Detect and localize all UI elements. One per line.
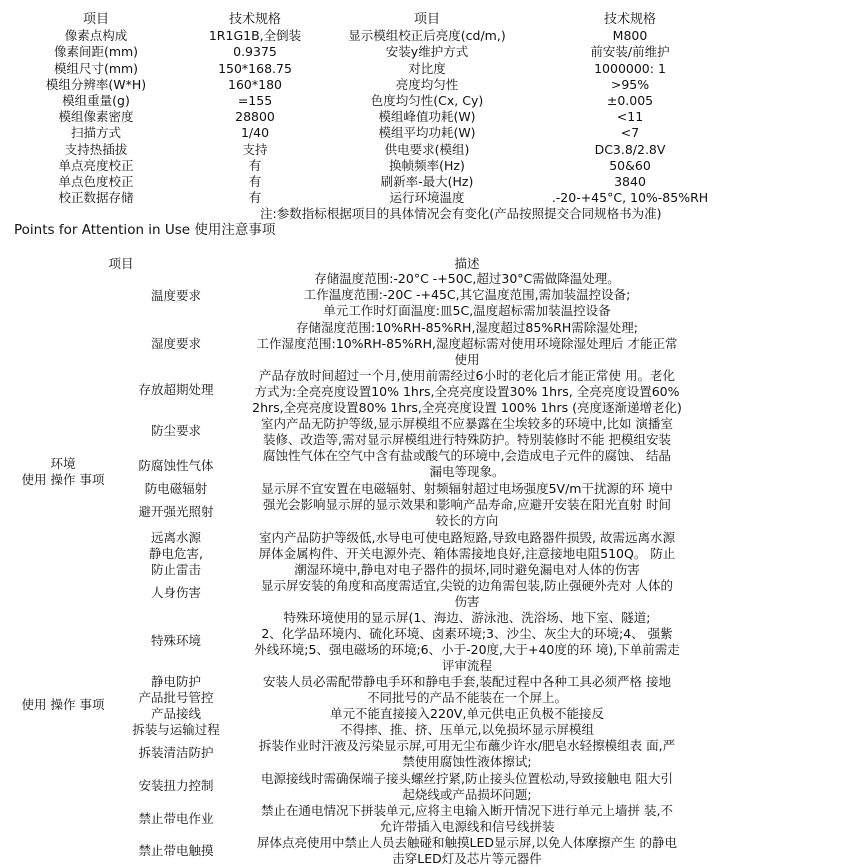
spec-cell-r1-c0: 像素间距(mm) [53,44,139,60]
item-label-9: 防止雷击 [150,562,202,577]
item-desc-13: 不同批号的产品不能装在一个屏上。 [366,690,568,705]
spec-header-1: 技术规格 [228,12,282,27]
item-desc-7: 室内产品防护等级低,水导电可使电路短路,导致电路器件损毁, 故需远离水源 [259,530,675,545]
item-label-12: 静电防护 [150,674,202,689]
spec-cell-r5-c2: 模组峰值功耗(W) [378,109,476,125]
spec-cell-r2-c2: 对比度 [408,60,446,76]
group-operation: 使用 操作 事项 [21,697,105,712]
col-item-header: 项目 [108,256,134,271]
spec-cell-r1-c2: 安装y维护方式 [385,44,469,60]
spec-cell-r8-c1: 有 [248,157,262,173]
col-desc-header: 描述 [454,256,480,271]
spec-cell-r7-c0: 支持热插拔 [64,141,128,157]
spec-cell-r9-c3: 3840 [614,174,646,189]
item-desc-19: 屏体点亮使用中禁止人员去触碰和触摸LED显示屏,以免人体摩擦产生 的静电 击穿LED灯及芯片等元器件 [257,835,677,866]
spec-cell-r10-c0: 校正数据存储 [58,190,134,206]
spec-cell-r8-c3: 50&60 [609,157,651,173]
item-desc-2: 产品存放时间超过一个月,使用前需经过6小时的老化后才能正常使 用。老化 方式为:全亮亮度设置10% 1hrs,全亮亮度设置30% 1hrs, 全亮亮度设置60% 2hrs,全亮亮度设置80% 1hrs,全亮亮度设置 100% 1hrs (亮度逐渐递增老化) [252,368,682,415]
spec-cell-r0-c2: 显示模组校正后亮度(cd/m,) [348,28,506,44]
spec-cell-r2-c3: 1000000: 1 [594,60,666,76]
item-label-0: 温度要求 [150,288,202,303]
item-desc-6: 强光会影响显示屏的显示效果和影响产品寿命,应避开安装在阳光直射 时间 较长的方向 [263,497,671,528]
spec-cell-r1-c1: 0.9375 [233,44,277,60]
spec-cell-r6-c1: 1/40 [240,125,270,141]
spec-cell-r4-c1: =155 [237,93,273,108]
spec-cell-r3-c0: 模组分辨率(W*H) [45,76,147,92]
item-desc-3: 室内产品无防护等级,显示屏模组不应暴露在尘埃较多的环境中,比如 演播室 装修、改造等,需对显示屏模组进行特殊防护。特别装修时不能 把模组安装 [261,416,673,447]
item-label-13: 产品批号管控 [138,690,214,705]
item-label-4: 防腐蚀性气体 [138,458,214,473]
spec-cell-r10-c2: 运行环境温度 [389,190,465,206]
item-label-5: 防电磁辐射 [144,481,208,496]
item-label-6: 避开强光照射 [138,504,214,519]
spec-cell-r7-c2: 供电要求(模组) [384,141,470,157]
group-environment: 环境 使用 操作 事项 [21,456,105,487]
spec-cell-r7-c1: 支持 [242,141,268,157]
spec-cell-r2-c0: 模组尺寸(mm) [53,60,139,76]
item-desc-11: 特殊环境使用的显示屏(1、海边、游泳池、洗浴场、地下室、隧道; 2、化学品环境内、硫化环境、卤素环境;3、沙尘、灰尘大的环境;4、 强紫 外线环境;5、强电磁场的环境;6、小于-20度,大于+40度的环 境),下单前需走 评审流程 [254,610,680,673]
item-desc-17: 电源接线时需确保端子接头螺丝拧紧,防止接头位置松动,导致接触电 阻大引 起烧线或产品损坏问题; [261,771,673,802]
item-label-14: 产品接线 [150,706,202,721]
item-label-16: 拆装清洁防护 [138,745,214,760]
spec-cell-r9-c2: 刷新率-最大(Hz) [380,174,474,189]
item-label-1: 湿度要求 [150,336,202,351]
item-label-19: 禁止带电触摸 [138,843,214,858]
item-desc-0: 存储温度范围:-20°C -+50C,超过30°C需做降温处理。 工作温度范围:-20C -+45C,其它温度范围,需加装温控设备; 单元工作时灯面温度:皿5C,温度超标需加装温控设备 [303,271,631,318]
item-desc-8: 屏体金属构件、开关电源外壳、箱体需接地良好,注意接地电阻510Q。 防止 [258,546,676,561]
spec-cell-r5-c0: 模组像素密度 [58,109,134,125]
spec-cell-r3-c3: >95% [610,76,650,92]
item-label-7: 远离水源 [150,530,202,545]
spec-header-0: 项目 [82,12,110,27]
spec-cell-r6-c0: 扫描方式 [70,125,122,141]
item-label-18: 禁止带电作业 [138,811,214,826]
item-desc-10: 显示屏安装的角度和高度需适宜,尖锐的边角需包装,防止强硬外壳对 人体的 伤害 [261,578,673,609]
item-desc-18: 禁止在通电情况下拼装单元,应将主电输入断开情况下进行单元上墙拼 装,不 允许带插入电源线和信号线拼装 [261,803,673,834]
item-desc-15: 不得摔、推、挤、压单元,以免损坏显示屏模组 [340,722,594,737]
spec-cell-r2-c1: 150*168.75 [218,60,292,76]
item-label-2: 存放超期处理 [138,382,214,397]
spec-cell-r4-c3: ±0.005 [606,93,654,108]
item-label-3: 防尘要求 [150,423,202,438]
spec-cell-r0-c1: 1R1G1B,全倒装 [208,28,302,44]
item-label-15: 拆装与运输过程 [132,722,220,737]
item-label-10: 人身伤害 [150,585,202,600]
item-desc-12: 安装人员必需配带静电手环和静电手套,装配过程中各种工具必须严格 接地 [263,674,671,689]
spec-header-2: 项目 [413,12,441,27]
item-desc-14: 单元不能直接接入220V,单元供电正负极不能接反 [330,706,604,721]
spec-cell-r10-c3: .-20-+45°C, 10%-85%RH [551,190,709,206]
spec-cell-r8-c2: 换帧频率(Hz) [389,157,465,173]
spec-cell-r6-c3: <7 [620,125,640,141]
spec-cell-r4-c0: 模组重量(g) [62,93,130,108]
spec-cell-r0-c3: M800 [612,28,648,44]
spec-cell-r4-c2: 色度均匀性(Cx, Cy) [370,93,484,108]
spec-cell-r1-c3: 前安装/前维护 [590,44,670,60]
spec-cell-r10-c1: 有 [248,190,262,206]
spec-cell-r7-c3: DC3.8/2.8V [594,141,666,157]
spec-cell-r3-c1: 160*180 [228,76,282,92]
item-desc-4: 腐蚀性气体在空气中含有盐或酸气的环境中,会造成电子元件的腐蚀、 结晶 漏电等现象。 [263,448,671,479]
item-desc-1: 存储湿度范围:10%RH-85%RH,湿度超过85%RH需除湿处理; 工作湿度范围:10%RH-85%RH,湿度超标需对使用环境除湿处理后 才能正常 使用 [256,320,678,367]
spec-cell-r5-c3: <11 [616,109,644,125]
spec-cell-r6-c2: 模组平均功耗(W) [378,125,476,141]
spec-cell-r9-c1: 有 [248,174,262,189]
item-desc-9: 潮湿环境中,静电对电子器件的损坏,同时避免漏电对人体的伤害 [294,562,640,577]
item-desc-5: 显示屏不宜安置在电磁辐射、射频辐射超过电场强度5V/m干扰源的环 境中 [261,481,673,496]
spec-cell-r9-c0: 单点色度校正 [58,174,134,189]
item-label-17: 安装扭力控制 [138,778,214,793]
spec-cell-r0-c0: 像素点构成 [64,28,128,44]
spec-cell-r3-c2: 亮度均匀性 [395,76,459,92]
item-label-8: 静电危害, [149,546,203,561]
spec-header-3: 技术规格 [603,12,657,27]
item-desc-16: 拆装作业时汗液及污染显示屏,可用无尘布蘸少许水/肥皂水轻擦模组表 面,严 禁使用腐蚀性液体擦试; [258,738,676,769]
item-label-11: 特殊环境 [150,633,202,648]
spec-cell-r5-c1: 28800 [235,109,275,125]
spec-cell-r8-c0: 单点亮度校正 [58,157,134,173]
attention-heading: Points for Attention in Use 使用注意事项 [14,222,276,238]
spec-note: 注:参数指标根据项目的具体情况会有变化(产品按照提交合同规格书为准) [260,206,662,221]
